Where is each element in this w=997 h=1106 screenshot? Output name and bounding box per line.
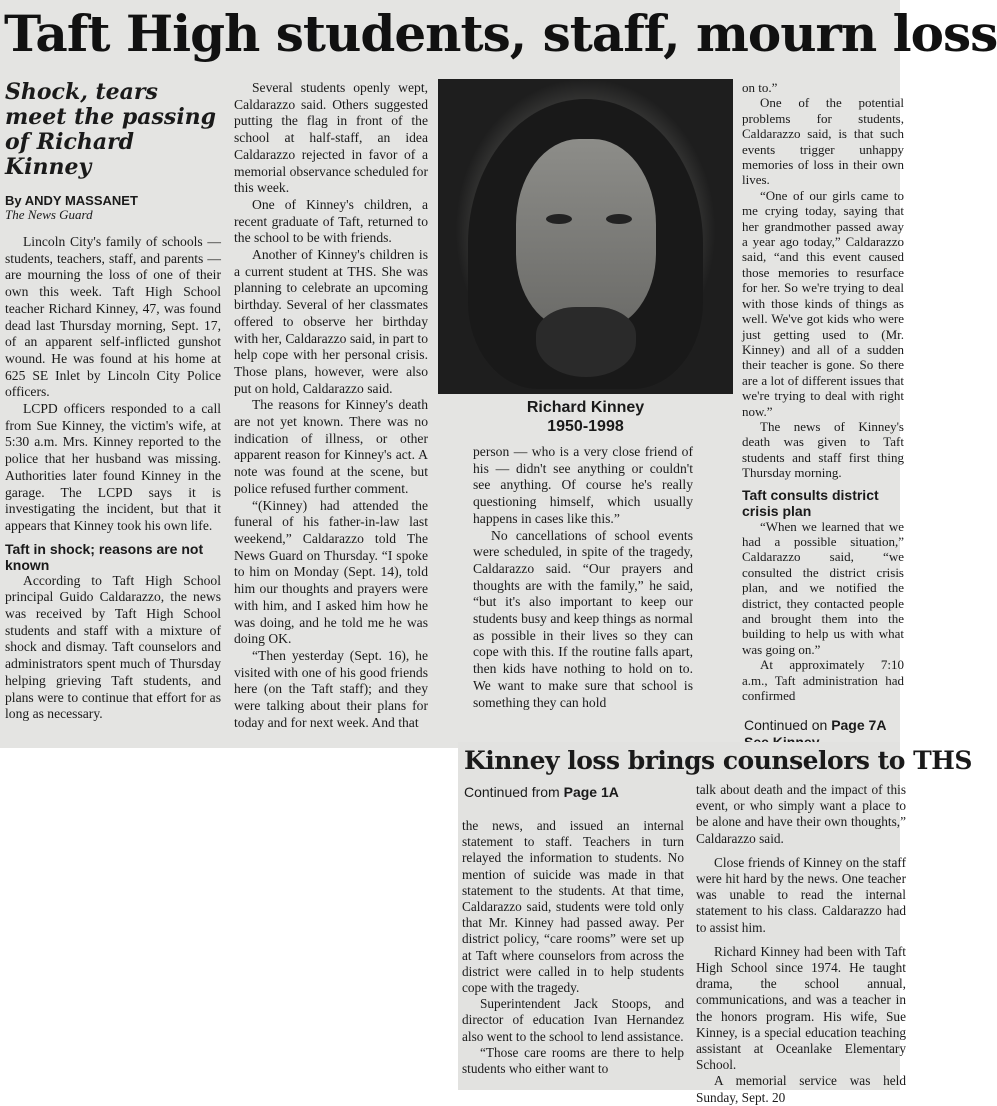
continued-page: Page 7A — [831, 717, 887, 734]
subhead: Taft in shock; reasons are not known — [5, 540, 204, 573]
paragraph: talk about death and the impact of this event, or who simply want a place to be alone and have their own thoughts,” Caldarazzo said. — [696, 782, 906, 846]
paragraph: “(Kinney) had attended the funeral of his father-in-law last weekend,” Caldarazzo told The News Guard on Thursday. “I spoke to him on Monday (Sept. 14), told him our thoughts and prayers were with him, and I asked him how he was doing, and he told me he was doing OK. — [234, 497, 428, 647]
paragraph: LCPD officers responded to a call from Sue Kinney, the victim's wife, at 5:30 a.m. Mrs. Kinney reported to the police that her husband was missing. Authorities later found Kinney in the garage. The LCPD says it is investigating the incident, but that it appears that Kinney took his own life. — [5, 401, 221, 533]
photo-caption — [438, 398, 733, 436]
paragraph: A memorial service was held Sunday, Sept. 20 — [696, 1073, 906, 1105]
paragraph: Superintendent Jack Stoops, and director of education Ivan Hernandez also went to the school to lend assistance. — [462, 996, 684, 1044]
jump-column-b — [696, 782, 906, 1106]
photo-eye — [606, 214, 632, 224]
paragraph: One of Kinney's children, a recent graduate of Taft, returned to the school to be with friends. — [234, 196, 428, 246]
paragraph: The news of Kinney's death was given to Taft students and staff first thing Thursday morning. — [742, 418, 904, 481]
continued-from-note — [464, 784, 619, 800]
paragraph: At approximately 7:10 a.m., Taft administration had confirmed — [742, 657, 904, 704]
paragraph: “When we learned that we had a possible situation,” Caldarazzo said, “we consulted the district crisis plan, and we notified the district, they contacted people and brought them into the building to help us with what was going on.” — [742, 518, 904, 657]
paragraph: According to Taft High School principal Guido Caldarazzo, the news was received by Taft High School students and staff with a mixture of shock and dismay. Taft counselors and administrators spent much of Thursday helping grieving Taft students, and plans were to continue that effort for as long as necessary. — [5, 572, 221, 722]
article-column-2 — [234, 80, 428, 731]
article-column-4 — [742, 80, 904, 751]
paragraph: No cancellations of school events were scheduled, in spite of the tragedy, Caldarazzo said. “Our prayers and thoughts are with the family,” he said, “but it's also important to keep our students busy and keep things as normal as possible in their lives so they can cope with this. If the routine falls apart, then kids have nothing to hold on to. We want to make sure that school is something they can hold — [473, 527, 693, 710]
jump-article-clipping — [458, 742, 972, 1105]
paragraph: Close friends of Kinney on the staff were hit hard by the news. One teacher was unable to read the internal statement to his class. Caldarazzo had to assist him. — [696, 854, 906, 935]
paragraph: person — who is a very close friend of his — didn't see anything or couldn't see anything. Of course he's really questioning himself, which usually happens in cases like this.” — [473, 444, 693, 526]
paragraph: One of the potential problems for students, Caldarazzo said, is that such events trigger unhappy memories of loss in their own lives. — [742, 95, 904, 188]
jump-column-a — [462, 818, 684, 1077]
paragraph: The reasons for Kinney's death are not yet known. There was no indication of illness, or other apparent reason for Kinney's act. A note was found at the scene, but police refused further comment. — [234, 397, 428, 496]
main-headline: Taft High students, staff, mourn loss — [4, 4, 997, 63]
photo-eye — [546, 214, 572, 224]
continued-from-page: Page 1A — [563, 784, 619, 800]
paragraph: “Then yesterday (Sept. 16), he visited with one of his good friends here (on the Taft staff); and they were talking about their plans for today and for next week. And that — [234, 647, 428, 730]
byline-org: The News Guard — [5, 207, 93, 222]
photo-beard — [536, 307, 636, 377]
paragraph: Lincoln City's family of schools — students, teachers, staff, and parents — are mourning the loss of one of their own this week. Taft High School teacher Richard Kinney, 47, was found dead last Thursday morning, Sept. 17, of an apparent self-inflicted gunshot wound. He was found at his home at 625 SE Inlet by Lincoln City Police officers. — [5, 234, 221, 400]
paragraph: “One of our girls came to me crying today, saying that her grandmother passed away a year ago today,” Caldarazzo said, “and this event caused those memories to resurface for her. So we're trying to deal with those kinds of things as well. We've got kids who were just getting used to (Mr. Kinney) and all of a sudden their teacher is gone. So there are a lot of different issues that we're trying to deal with right now.” — [742, 187, 904, 419]
article-deck: Shock, tears meet the passing of Richard Kinney — [5, 79, 217, 180]
paragraph: Several students openly wept, Caldarazzo said. Others suggested putting the flag in front of the school at half-staff, an idea Caldarazzo rejected in favor of a memorial observance scheduled for this week. — [234, 80, 428, 196]
caption-years: 1950-1998 — [547, 418, 624, 435]
article-column-3 — [473, 444, 693, 711]
paragraph: Richard Kinney had been with Taft High School since 1974. He taught drama, the school annual, communications, and was a teacher in the honors program. His wife, Sue Kinney, is a special education teaching assistant at Oceanlake Elementary School. — [696, 943, 906, 1073]
jump-headline: Kinney loss brings counselors to THS — [464, 746, 972, 775]
subhead: Taft consults district crisis plan — [742, 486, 879, 519]
paragraph: “Those care rooms are there to help students who either want to — [462, 1044, 684, 1077]
article-column-1 — [5, 80, 221, 723]
continued-from-label: Continued from — [464, 784, 560, 800]
caption-name: Richard Kinney — [526, 399, 645, 416]
byline: By ANDY MASSANET — [5, 193, 138, 208]
portrait-photo — [438, 79, 733, 394]
photo-face — [516, 139, 656, 329]
paragraph: the news, and issued an internal statement to staff. Teachers in turn relayed the information to students. No mention of suicide was made in that statement to the students. At that time, Caldarazzo said, students were told only that Mr. Kinney had passed away. Per district policy, “care rooms” were set up at Taft where counselors from across the district were called in to help students cope with the tragedy. — [462, 818, 684, 996]
paragraph: on to.” — [742, 80, 778, 95]
paragraph: Another of Kinney's children is a current student at THS. She was planning to celebrate an upcoming birthday. Several of her classmates offered to observe her birthday with her, Caldarazzo said, in part to help cope with her personal crisis. Those plans, however, were also put on hold, Caldarazzo said. — [234, 247, 428, 396]
continued-label: Continued on — [744, 717, 828, 734]
